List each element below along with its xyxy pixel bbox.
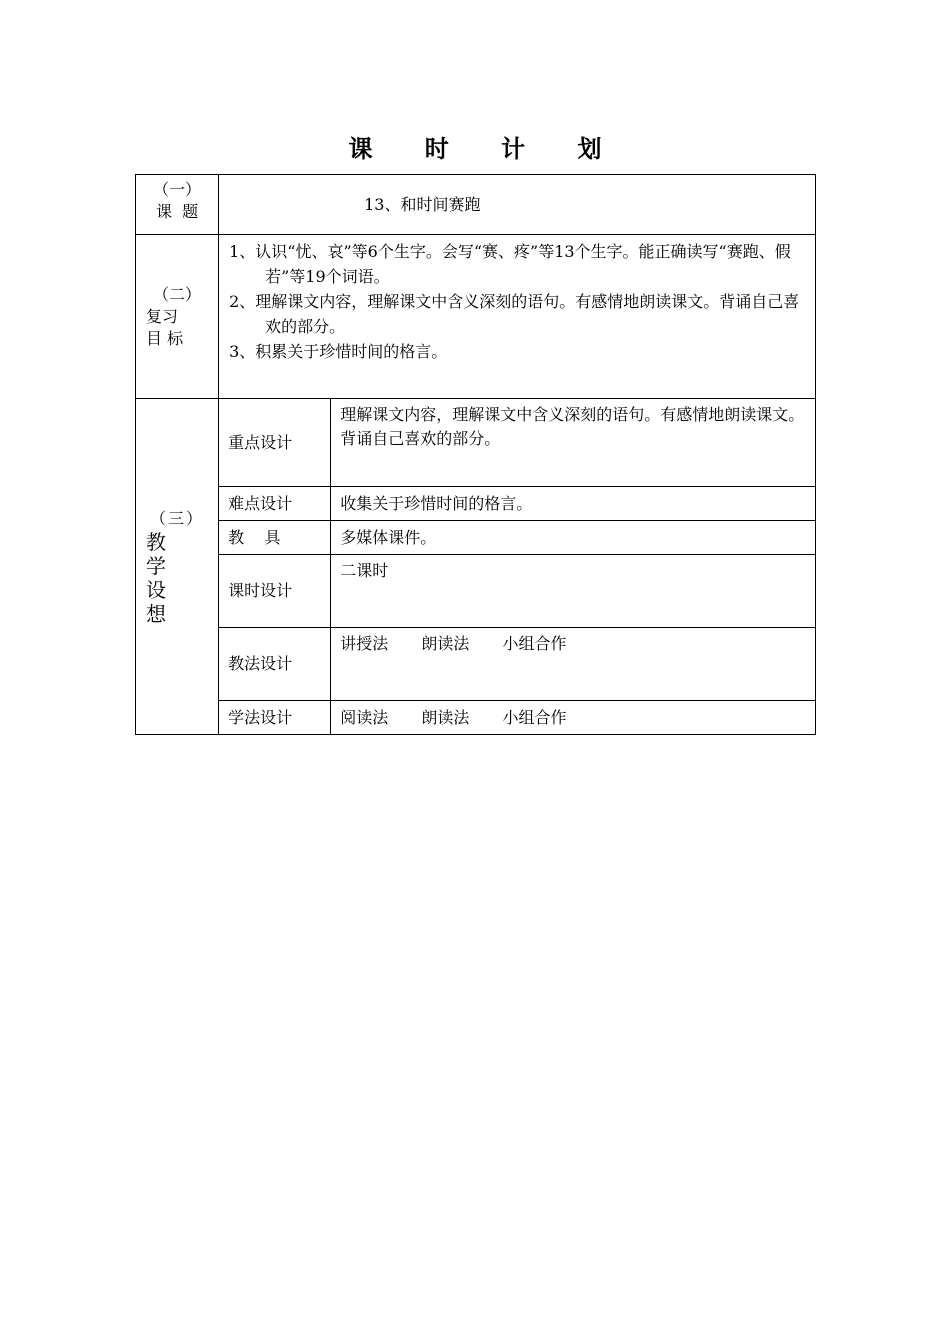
goal-item: 2、理解课文内容，理解课文中含义深刻的语句。有感情地朗读课文。背诵自己喜欢的部分。	[229, 292, 800, 336]
lesson-plan-table	[135, 174, 816, 735]
learning-method: 朗读法	[421, 707, 470, 727]
hours-label: 课时设计	[219, 555, 331, 628]
topic-label: 课 题	[155, 202, 199, 221]
design-label-char: 想	[146, 601, 166, 626]
learning-method: 阅读法	[340, 707, 389, 727]
section-number: （二）	[153, 284, 202, 304]
key-design-row	[136, 399, 816, 487]
goal-item: 3、积累关于珍惜时间的格言。	[229, 342, 448, 361]
teaching-methods	[331, 628, 816, 701]
teaching-method: 朗读法	[421, 634, 470, 653]
key-design-value: 理解课文内容，理解课文中含义深刻的语句。有感情地朗读课文。背诵自己喜欢的部分。	[331, 399, 816, 487]
learning-method-row	[136, 701, 816, 735]
topic-row	[136, 175, 816, 235]
page-title: 课 时 计 划	[348, 135, 624, 163]
goals-label-line1: 复习	[146, 306, 179, 326]
teaching-method-label: 教法设计	[219, 628, 331, 701]
difficulty-label: 难点设计	[219, 487, 331, 521]
design-label-char: 教	[146, 529, 166, 554]
section-number: （一）	[153, 180, 202, 199]
topic-value-cell	[219, 175, 816, 235]
goals-row	[136, 235, 816, 399]
section-number: （三）	[150, 508, 205, 528]
difficulty-row	[136, 487, 816, 521]
goal-item: 1、认识“忧、哀”等6个生字。会写“赛、疼”等13个生字。能正确读写“赛跑、假若”等19个词语。	[229, 242, 791, 286]
goals-label-line2: 目 标	[146, 328, 184, 348]
teaching-method-row	[136, 628, 816, 701]
tools-row	[136, 521, 816, 555]
goals-cell	[219, 235, 816, 399]
design-label-char: 学	[146, 553, 166, 578]
key-design-label: 重点设计	[219, 399, 331, 487]
hours-value: 二课时	[331, 555, 816, 628]
goals-label-cell	[136, 235, 219, 399]
lesson-topic: 13、和时间赛跑	[364, 194, 481, 214]
design-label-cell	[136, 399, 219, 735]
design-label-char: 设	[146, 577, 166, 602]
design-label	[136, 530, 218, 626]
tools-label: 教 具	[219, 521, 331, 555]
teaching-method: 讲授法	[340, 634, 389, 653]
learning-method: 小组合作	[502, 707, 567, 727]
teaching-method: 小组合作	[502, 634, 567, 653]
learning-methods	[331, 701, 816, 735]
topic-label-cell	[136, 175, 219, 235]
learning-method-label: 学法设计	[219, 701, 331, 735]
hours-row	[136, 555, 816, 628]
tools-value: 多媒体课件。	[331, 521, 816, 555]
difficulty-value: 收集关于珍惜时间的格言。	[331, 487, 816, 521]
